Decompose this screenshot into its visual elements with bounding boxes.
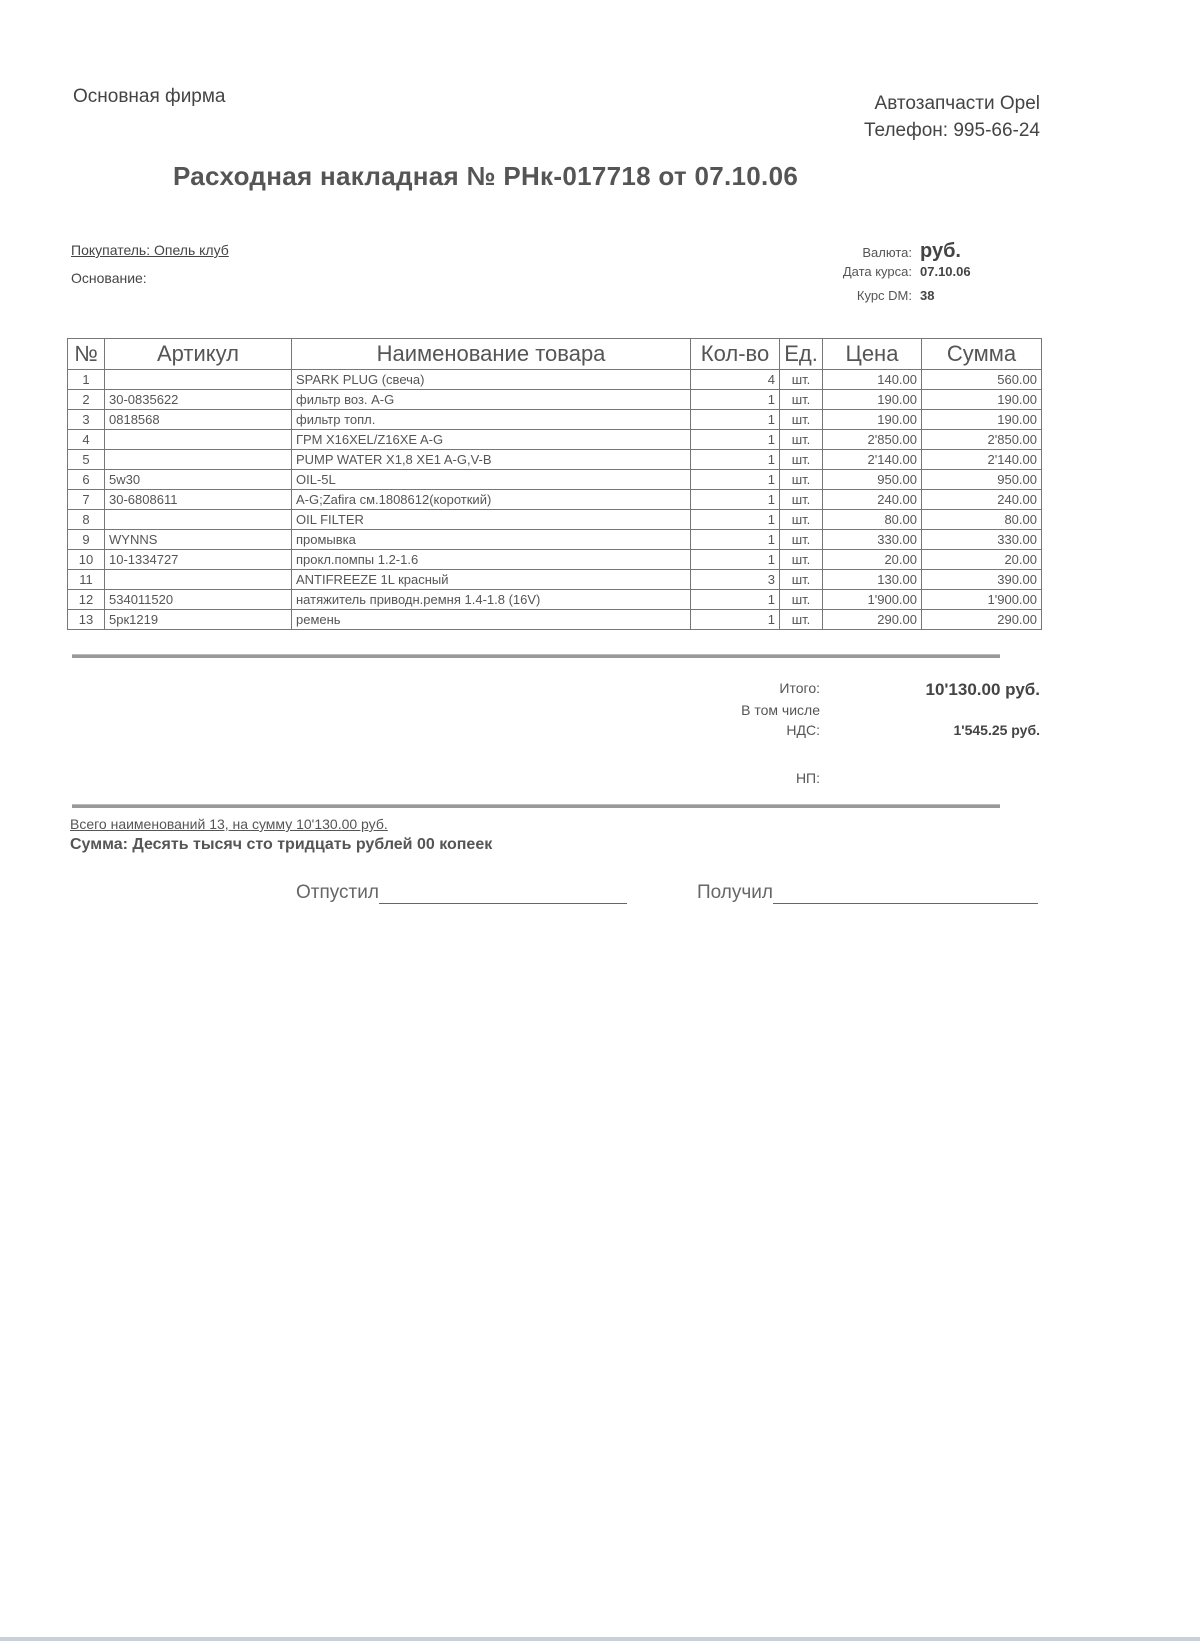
row-price: 80.00 [823, 510, 922, 530]
row-sum: 390.00 [922, 570, 1042, 590]
summary-words-line: Сумма: Десять тысяч сто тридцать рублей 00 копеек [70, 836, 493, 853]
basis-line: Основание: [71, 270, 147, 286]
row-number: 12 [68, 590, 105, 610]
rate-value: 38 [920, 288, 935, 303]
row-unit: шт. [780, 510, 823, 530]
row-article: 10-1334727 [105, 550, 292, 570]
table-header-row [68, 339, 1042, 370]
table-row [68, 550, 1042, 570]
table-row [68, 490, 1042, 510]
row-unit: шт. [780, 530, 823, 550]
row-number: 13 [68, 610, 105, 630]
row-price: 2'850.00 [823, 430, 922, 450]
row-article [105, 370, 292, 390]
row-number: 2 [68, 390, 105, 410]
row-price: 2'140.00 [823, 450, 922, 470]
row-number: 1 [68, 370, 105, 390]
received-label: Получил [697, 882, 773, 903]
row-sum: 290.00 [922, 610, 1042, 630]
row-article: 534011520 [105, 590, 292, 610]
row-quantity: 1 [691, 390, 780, 410]
row-number: 8 [68, 510, 105, 530]
row-product-name: OIL-5L [292, 470, 691, 490]
seller-phone: Телефон: 995-66-24 [863, 120, 1040, 141]
currency-value: руб. [920, 240, 961, 262]
row-unit: шт. [780, 410, 823, 430]
seller-name: Автозапчасти Opel [874, 93, 1040, 114]
row-sum: 240.00 [922, 490, 1042, 510]
row-quantity: 1 [691, 510, 780, 530]
row-sum: 190.00 [922, 390, 1042, 410]
col-product-name: Наименование товара [292, 339, 691, 370]
row-quantity: 1 [691, 410, 780, 430]
table-row [68, 410, 1042, 430]
row-article [105, 430, 292, 450]
divider-bottom [72, 804, 1000, 808]
row-number: 10 [68, 550, 105, 570]
row-article: WYNNS [105, 530, 292, 550]
col-quantity: Кол-во [691, 339, 780, 370]
row-product-name: натяжитель приводн.ремня 1.4-1.8 (16V) [292, 590, 691, 610]
total-value: 10'130.00 руб. [925, 680, 1040, 699]
table-row [68, 370, 1042, 390]
row-number: 9 [68, 530, 105, 550]
released-label: Отпустил [296, 882, 379, 903]
table-row [68, 590, 1042, 610]
table-row [68, 430, 1042, 450]
row-sum: 2'850.00 [922, 430, 1042, 450]
table-row [68, 470, 1042, 490]
row-number: 4 [68, 430, 105, 450]
col-article: Артикул [105, 339, 292, 370]
row-price: 130.00 [823, 570, 922, 590]
row-unit: шт. [780, 450, 823, 470]
col-unit: Ед. [780, 339, 823, 370]
row-price: 190.00 [823, 390, 922, 410]
currency-label: Валюта: [862, 245, 912, 260]
row-price: 190.00 [823, 410, 922, 430]
divider-top [72, 654, 1000, 658]
row-product-name: ремень [292, 610, 691, 630]
row-article [105, 570, 292, 590]
row-sum: 20.00 [922, 550, 1042, 570]
np-label: НП: [795, 770, 820, 786]
document-title: Расходная накладная № РНк-017718 от 07.10.06 [173, 161, 799, 191]
rate-label: Курс DM: [856, 288, 912, 303]
rate-date-label: Дата курса: [842, 264, 912, 279]
row-sum: 950.00 [922, 470, 1042, 490]
row-quantity: 1 [691, 470, 780, 490]
row-sum: 80.00 [922, 510, 1042, 530]
released-signature-line [379, 885, 627, 904]
row-unit: шт. [780, 370, 823, 390]
currency-meta [820, 240, 1030, 312]
table-row [68, 390, 1042, 410]
received-signature-line [773, 885, 1038, 904]
row-price: 140.00 [823, 370, 922, 390]
row-number: 11 [68, 570, 105, 590]
row-unit: шт. [780, 490, 823, 510]
row-quantity: 3 [691, 570, 780, 590]
row-quantity: 1 [691, 610, 780, 630]
row-article: 30-6808611 [105, 490, 292, 510]
col-number: № [68, 339, 105, 370]
seller-block [864, 90, 1040, 144]
row-article [105, 450, 292, 470]
rate-date-value: 07.10.06 [920, 264, 971, 279]
row-sum: 190.00 [922, 410, 1042, 430]
vat-label: НДС: [786, 722, 820, 738]
row-price: 950.00 [823, 470, 922, 490]
row-article: 30-0835622 [105, 390, 292, 410]
row-quantity: 1 [691, 430, 780, 450]
scan-edge [0, 1637, 1200, 1641]
row-unit: шт. [780, 430, 823, 450]
row-product-name: фильтр топл. [292, 410, 691, 430]
row-product-name: фильтр воз. A-G [292, 390, 691, 410]
row-price: 1'900.00 [823, 590, 922, 610]
received-signature [697, 882, 1038, 904]
table-row [68, 510, 1042, 530]
row-quantity: 1 [691, 530, 780, 550]
row-quantity: 1 [691, 550, 780, 570]
row-product-name: ГРМ X16XEL/Z16XE A-G [292, 430, 691, 450]
row-sum: 1'900.00 [922, 590, 1042, 610]
table-row [68, 610, 1042, 630]
row-number: 6 [68, 470, 105, 490]
row-article: 5рк1219 [105, 610, 292, 630]
row-price: 240.00 [823, 490, 922, 510]
row-product-name: A-G;Zafira см.1808612(короткий) [292, 490, 691, 510]
company-name: Основная фирма [73, 86, 226, 107]
row-quantity: 4 [691, 370, 780, 390]
row-unit: шт. [780, 550, 823, 570]
buyer-line: Покупатель: Опель клуб [71, 242, 229, 258]
row-sum: 2'140.00 [922, 450, 1042, 470]
row-product-name: PUMP WATER X1,8 XE1 A-G,V-B [292, 450, 691, 470]
row-unit: шт. [780, 570, 823, 590]
row-quantity: 1 [691, 450, 780, 470]
table-row [68, 450, 1042, 470]
total-label: Итого: [779, 680, 820, 696]
row-quantity: 1 [691, 590, 780, 610]
table-row [68, 530, 1042, 550]
col-price: Цена [823, 339, 922, 370]
released-signature [296, 882, 627, 904]
row-product-name: прокл.помпы 1.2-1.6 [292, 550, 691, 570]
table-row [68, 570, 1042, 590]
row-quantity: 1 [691, 490, 780, 510]
row-article: 5w30 [105, 470, 292, 490]
row-price: 20.00 [823, 550, 922, 570]
row-unit: шт. [780, 470, 823, 490]
row-product-name: OIL FILTER [292, 510, 691, 530]
items-body [68, 370, 1042, 630]
items-table [67, 338, 1042, 630]
including-label: В том числе [741, 702, 820, 718]
row-price: 290.00 [823, 610, 922, 630]
vat-value: 1'545.25 руб. [953, 722, 1040, 738]
row-product-name: промывка [292, 530, 691, 550]
row-price: 330.00 [823, 530, 922, 550]
row-number: 5 [68, 450, 105, 470]
totals-block [700, 680, 1040, 792]
row-sum: 330.00 [922, 530, 1042, 550]
row-article [105, 510, 292, 530]
row-unit: шт. [780, 610, 823, 630]
row-article: 0818568 [105, 410, 292, 430]
row-product-name: ANTIFREEZE 1L красный [292, 570, 691, 590]
row-unit: шт. [780, 390, 823, 410]
row-product-name: SPARK PLUG (свеча) [292, 370, 691, 390]
row-number: 3 [68, 410, 105, 430]
col-sum: Сумма [922, 339, 1042, 370]
row-number: 7 [68, 490, 105, 510]
row-unit: шт. [780, 590, 823, 610]
summary-count-line: Всего наименований 13, на сумму 10'130.00 руб. [70, 816, 388, 832]
row-sum: 560.00 [922, 370, 1042, 390]
